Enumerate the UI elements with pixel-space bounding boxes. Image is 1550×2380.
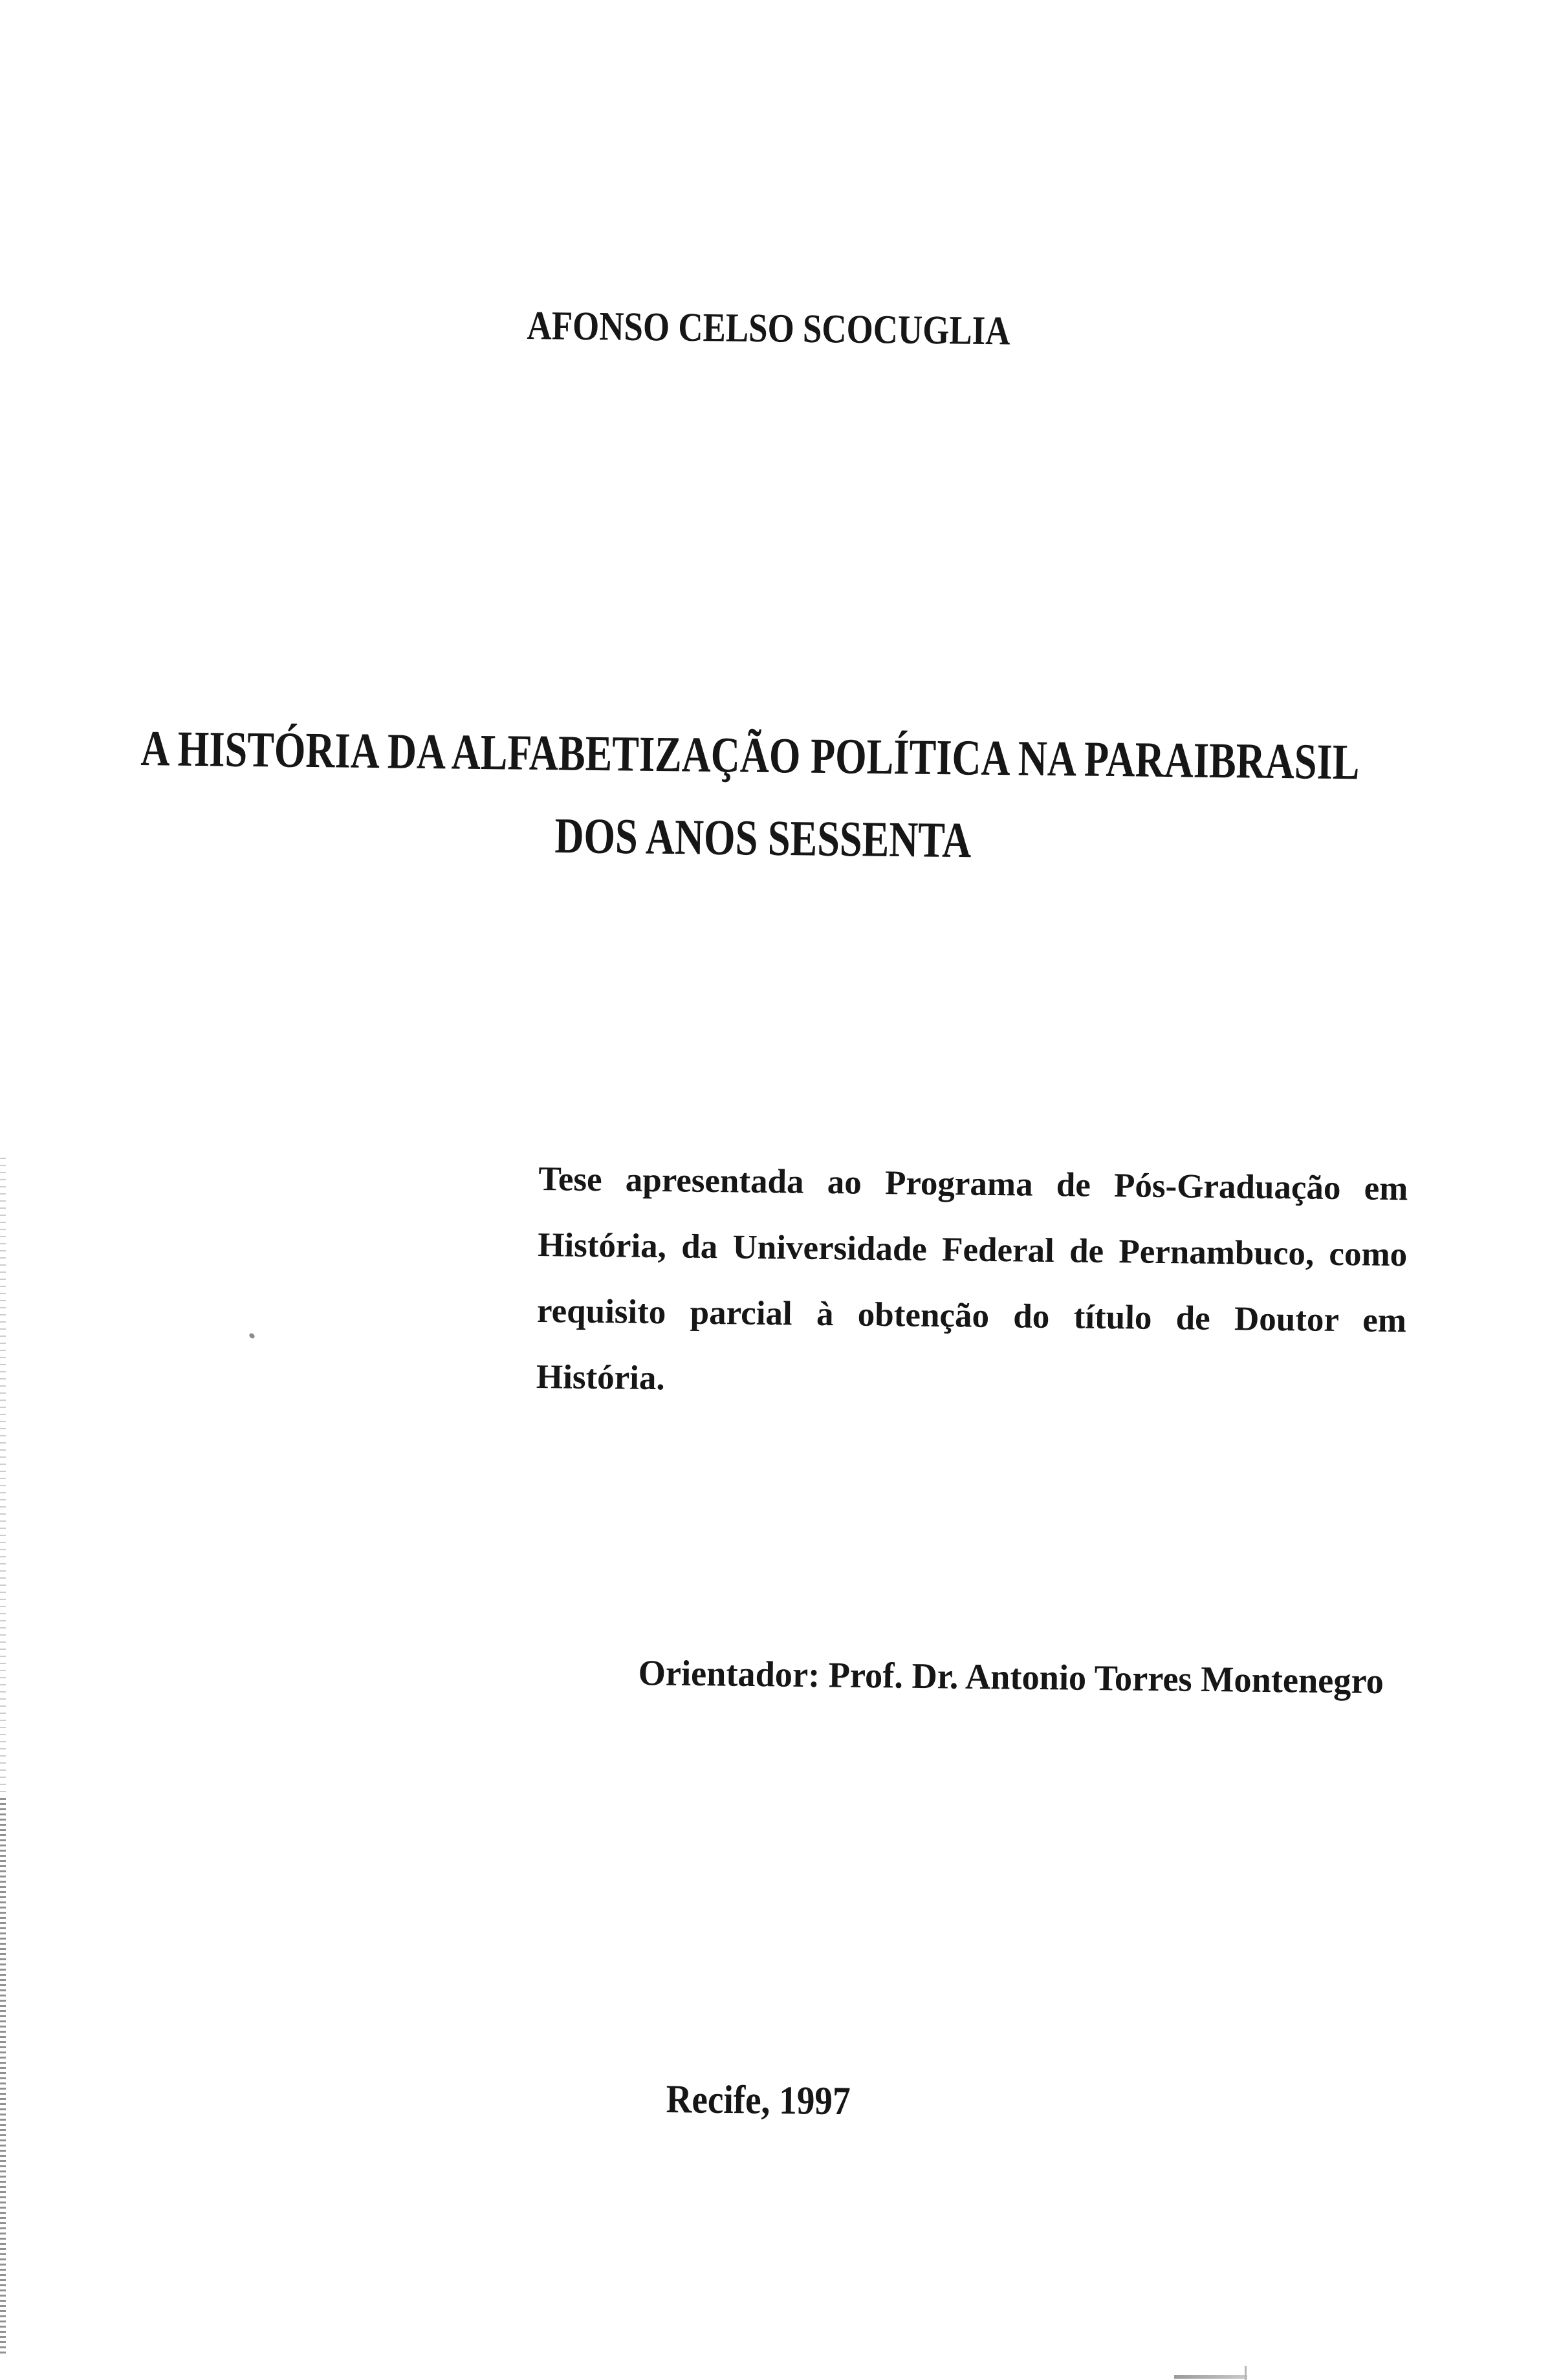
thesis-title-line1: A HISTÓRIA DA ALFABETIZAÇÃO POLÍTICA NA PARAIBRASIL [140, 720, 1360, 790]
thesis-presentation-note [536, 1146, 1408, 1420]
note-line-4: História. [536, 1358, 666, 1398]
scan-mark-bottom-edge [1174, 2375, 1247, 2379]
place-and-year: Recife, 1997 [666, 2077, 851, 2124]
scan-artifact-left-edge-lower [0, 1798, 6, 2354]
scan-tick-bottom-edge [1245, 2366, 1247, 2380]
note-line-3: requisito parcial à obtenção do título de Doutor em [536, 1292, 1407, 1340]
thesis-title-line2: DOS ANOS SESSENTA [554, 807, 972, 869]
author-name: AFONSO CELSO SCOCUGLIA [527, 303, 1010, 354]
scan-speck [248, 1332, 256, 1339]
advisor-line: Orientador: Prof. Dr. Antonio Torres Montenegro [638, 1653, 1384, 1702]
scan-artifact-left-edge-upper [0, 1158, 6, 1798]
note-line-2: História, da Universidade Federal de Pernambuco, como [537, 1226, 1408, 1274]
note-line-1: Tese apresentada ao Programa de Pós-Graduação em [538, 1160, 1408, 1208]
